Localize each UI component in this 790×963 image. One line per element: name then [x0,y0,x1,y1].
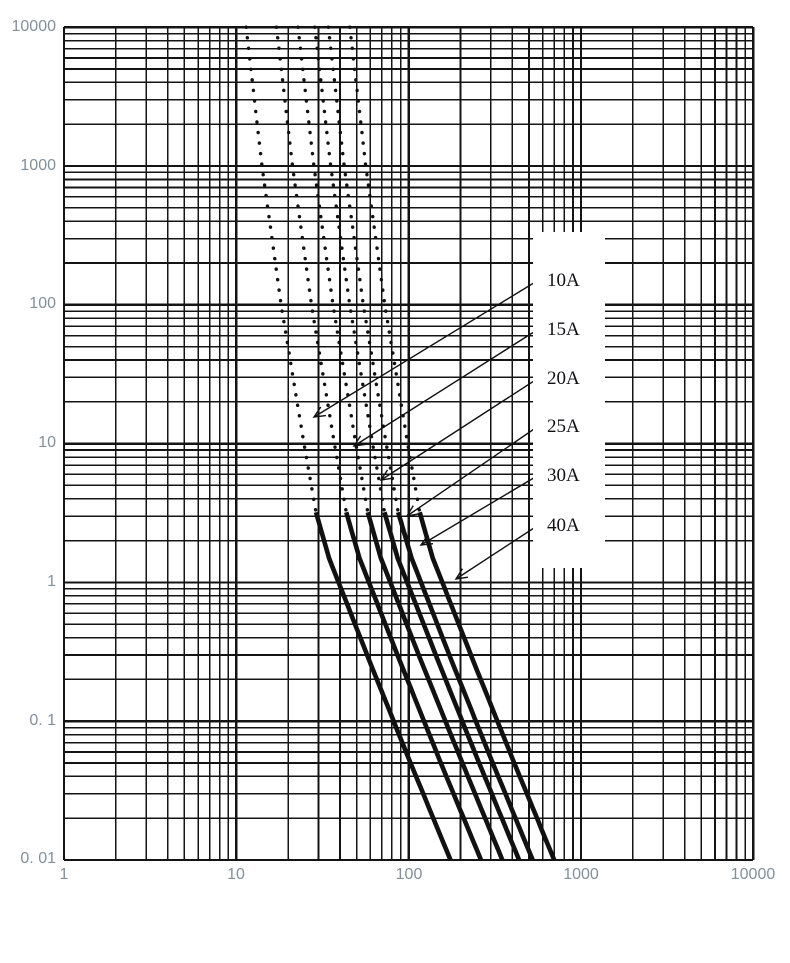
log-grid [64,27,753,860]
curve-label-25a: 25A [547,416,580,437]
arrow-to-curve-40a [456,526,537,579]
x-axis-tick-label: 10000 [730,866,776,883]
curve-label-20a: 20A [547,368,580,389]
y-axis-tick-label: 0. 01 [20,850,56,867]
y-axis-tick-label: 100 [29,295,56,312]
arrow-to-curve-30a [421,476,537,545]
curve-label-40a: 40A [547,515,580,536]
x-axis-tick-label: 1 [59,866,69,883]
curve-25a-solid-segment [385,512,520,860]
y-axis-tick-label: 10 [38,434,56,451]
y-axis-tick-label: 1000 [20,157,56,174]
y-axis-tick-label: 10000 [11,18,56,35]
arrow-to-curve-25a [407,427,537,516]
curve-label-30a: 30A [547,465,580,486]
x-axis-tick-label: 10 [227,866,245,883]
arrow-to-curve-10a [314,281,537,417]
x-axis-tick-label: 1000 [563,866,599,883]
curve-label-10a: 10A [547,270,580,291]
curve-label-15a: 15A [547,319,580,340]
x-axis-tick-label: 100 [395,866,423,883]
y-axis-tick-label: 0. 1 [29,712,56,729]
curve-label-box [533,232,605,568]
y-axis-tick-label: 1 [47,573,56,590]
